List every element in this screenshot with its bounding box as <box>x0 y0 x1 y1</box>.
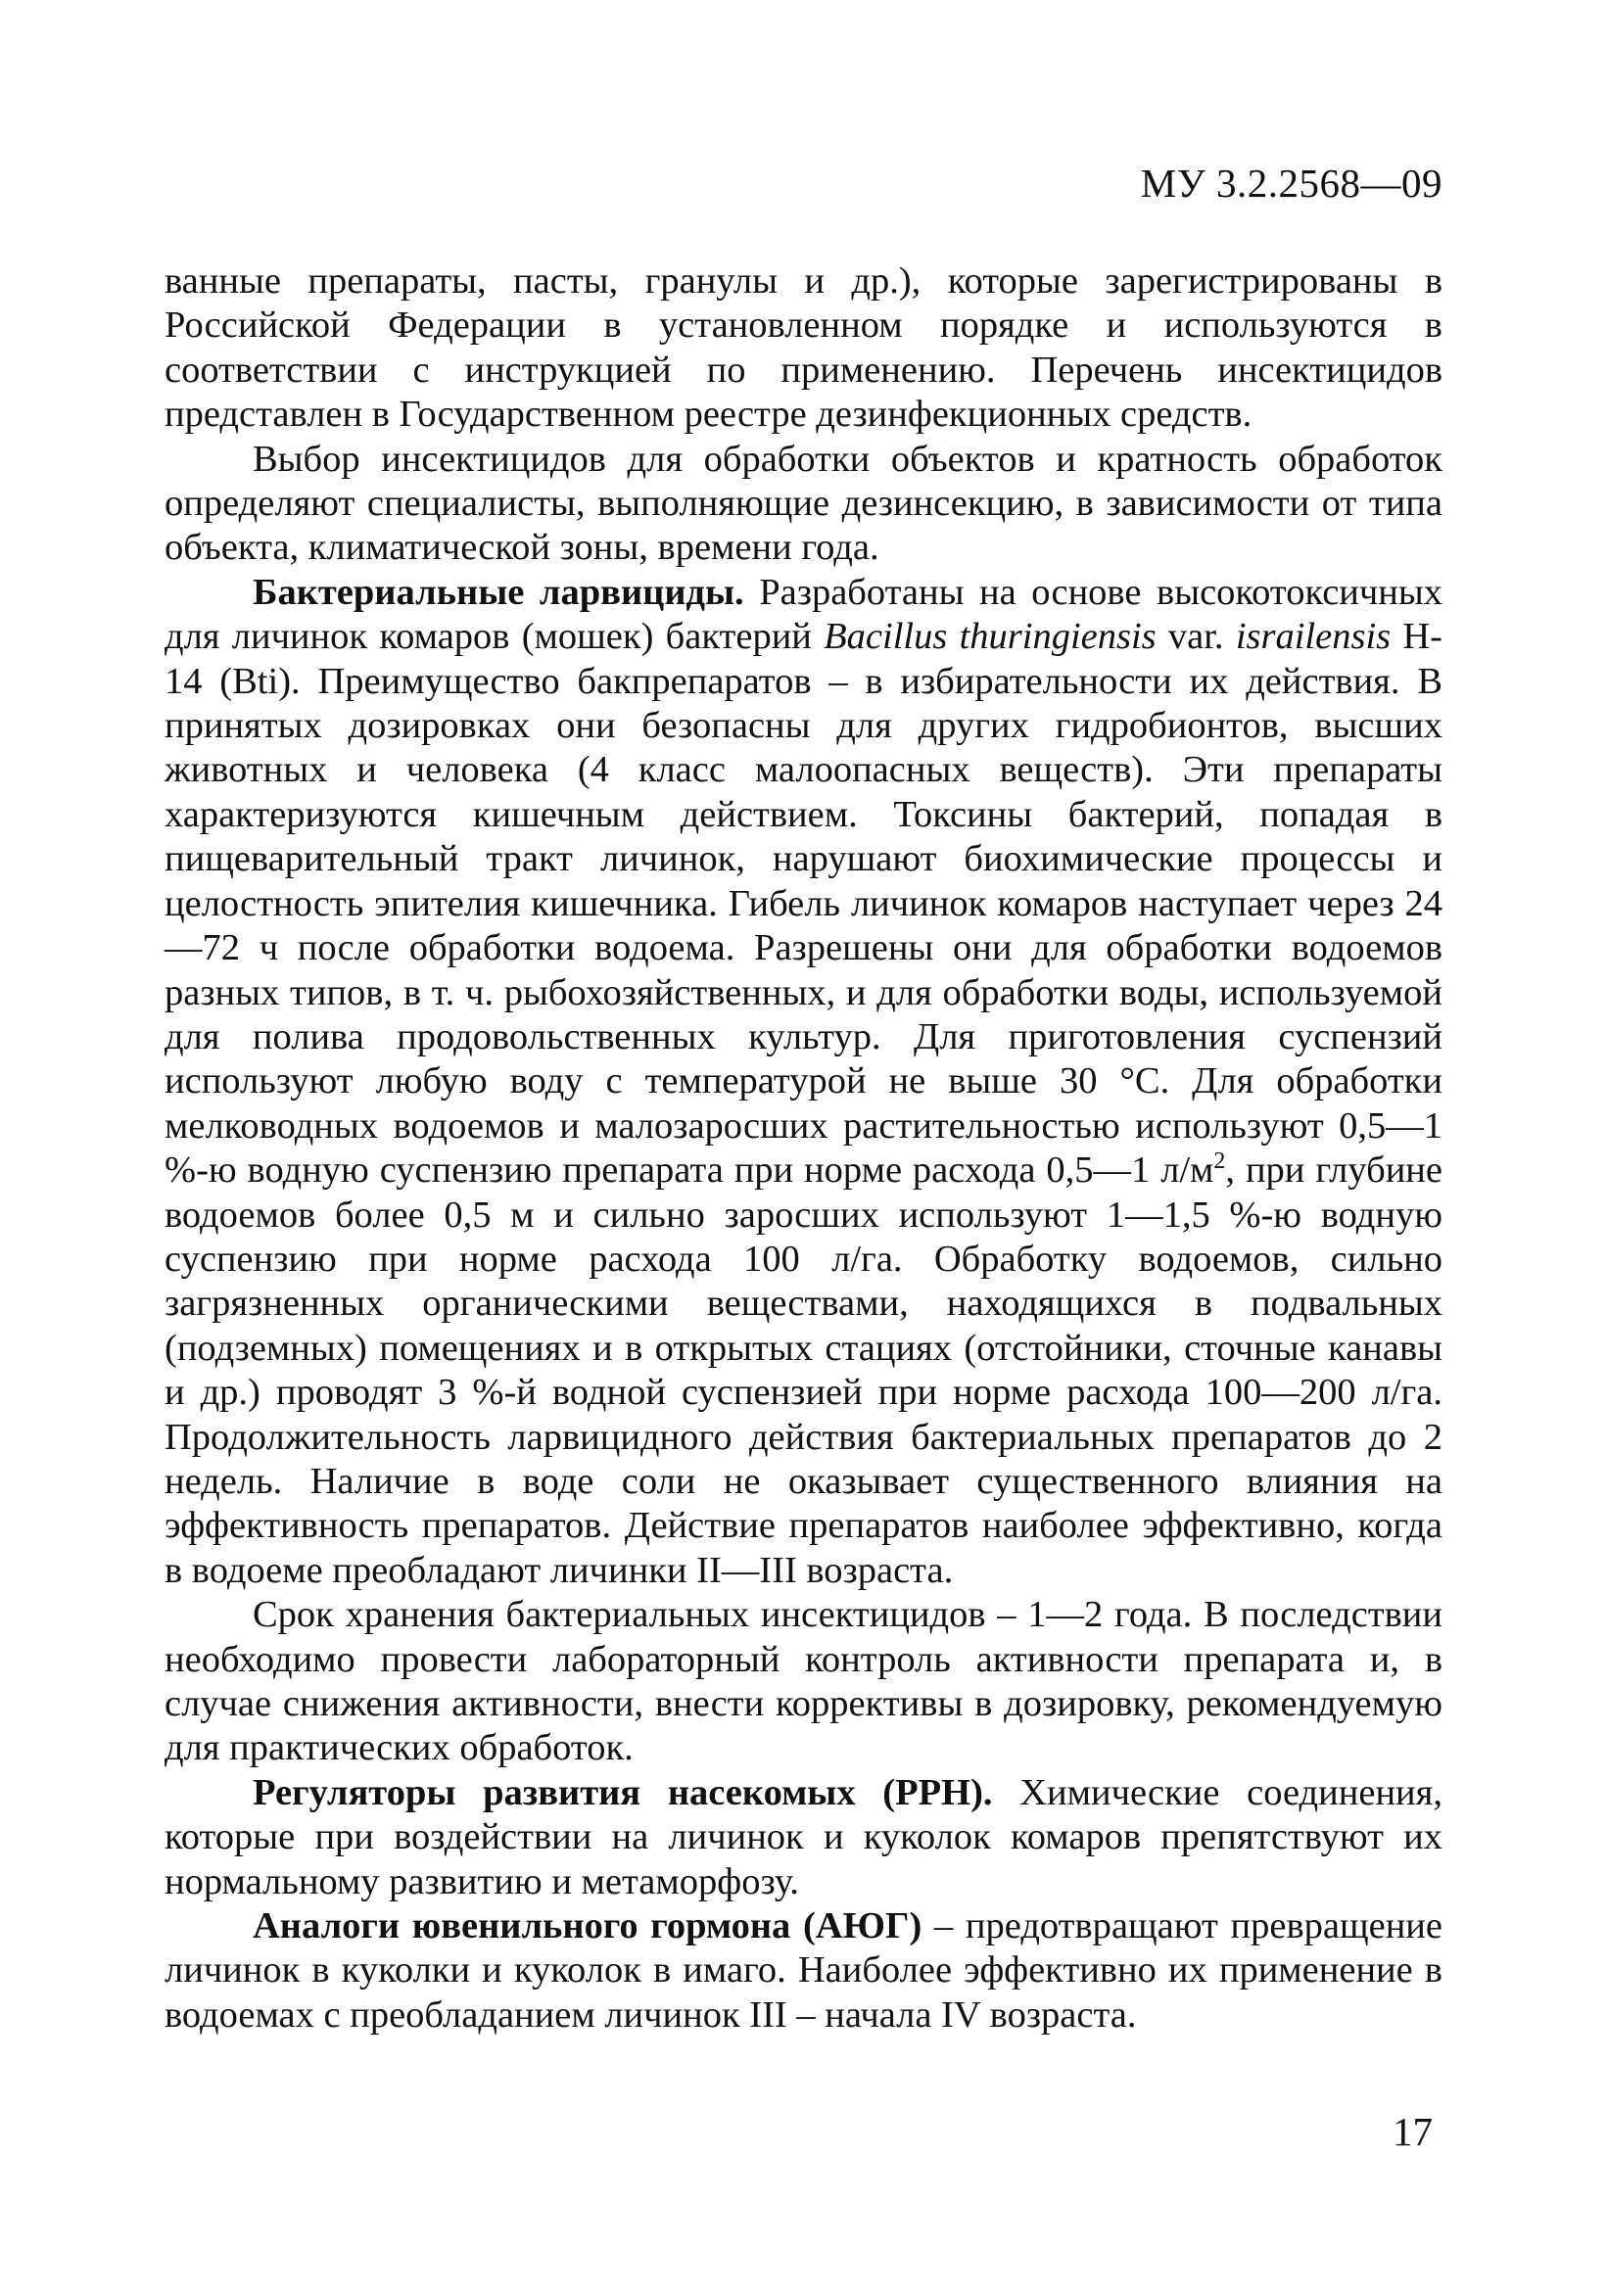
paragraph-bacterial-larvicides <box>165 571 1442 1593</box>
paragraph-juvenile-hormone-analogs <box>165 1904 1442 2038</box>
paragraph-storage-term: Срок хранения бактериальных инсектицидов – 1—2 года. В последствии необходимо провести лабораторный контроль активности препарата и, в случае снижения активности, внести коррективы в дозировку, рекомендуемую для практических обработок. <box>165 1594 1442 1769</box>
document-code-header: МУ 3.2.2568—09 <box>1140 161 1442 206</box>
paragraph-text: Химические соединения, которые при воздействии на личинок и куколок комаров препятствуют их нормальному развитию и метаморфозу. <box>165 1771 1442 1902</box>
section-heading-juvenile-hormone-analogs: Аналоги ювенильного гормона (АЮГ) <box>253 1905 922 1947</box>
subspecies-name: israilensis <box>1235 616 1392 658</box>
superscript-exponent: 2 <box>1213 1148 1226 1175</box>
paragraph-continuation: ванные препараты, пасты, гранулы и др.), которые зарегистрированы в Российской Федерации в установленном порядке и используются в соответствии с инструкцией по применению. Перечень инсектицидов представлен в Государственном реестре дезинфекционных средств. <box>165 260 1442 436</box>
document-body <box>165 259 1442 2038</box>
paragraph-text: var. <box>1156 616 1236 658</box>
paragraph-text: , при глубине водоемов более 0,5 м и сильно заросших используют 1—1,5 %-ю водную суспензию при норме расхода 100 л/га. Обработку водоемов, сильно загрязненных органическими веществами, находящихся в подвальных (подземных) помещениях и в открытых стациях (отстойники, сточные канавы и др.) проводят 3 %-й водной суспензией при норме расхода 100—200 л/га. Продолжительность ларвицидного действия бактериальных препаратов до 2 недель. Наличие в воде соли не оказывает существенного влияния на эффективность препаратов. Действие препаратов наиболее эффективно, когда в водоеме преобладают личинки II—III возраста. <box>165 1149 1442 1591</box>
paragraph-text: Разработаны на основе высокотоксичных для личинок комаров (мошек) бактерий <box>165 571 1442 658</box>
section-heading-growth-regulators: Регуляторы развития насекомых (РРН). <box>253 1771 993 1813</box>
paragraph-growth-regulators <box>165 1771 1442 1904</box>
species-name: Bacillus thuringiensis <box>824 616 1157 658</box>
section-heading-bacterial-larvicides: Бактериальные ларвициды. <box>253 571 744 613</box>
paragraph-text: H-14 (Bti). Преимущество бакпрепаратов – в избирательности их действия. В принятых дозировках они безопасны для других гидробионтов, высших животных и человека (4 класс малоопасных веществ). Эти препараты характеризуются кишечным действием. Токсины бактерий, попадая в пищеварительный тракт личинок, нарушают биохимические процессы и целостность эпителия кишечника. Гибель личинок комаров наступает через 24—72 ч после обработки водоема. Разрешены они для обработки водоемов разных типов, в т. ч. рыбохозяйственных, и для обработки воды, используемой для полива продовольственных культур. Для приготовления суспензий используют любую воду с температурой не выше 30 °С. Для обработки мелководных водоемов и малозаросших растительностью используют 0,5—1 %-ю водную суспензию препарата при норме расхода 0,5—1 л/м <box>165 616 1442 1192</box>
paragraph-text: – предотвращают превращение личинок в куколки и куколок в имаго. Наиболее эффективно их применение в водоемах с преобладанием личинок III – начала IV возраста. <box>165 1905 1442 2036</box>
paragraph-insecticide-selection: Выбор инсектицидов для обработки объектов и кратность обработок определяют специалисты, выполняющие дезинсекцию, в зависимости от типа объекта, климатической зоны, времени года. <box>165 438 1442 569</box>
page-number: 17 <box>1393 2109 1433 2154</box>
